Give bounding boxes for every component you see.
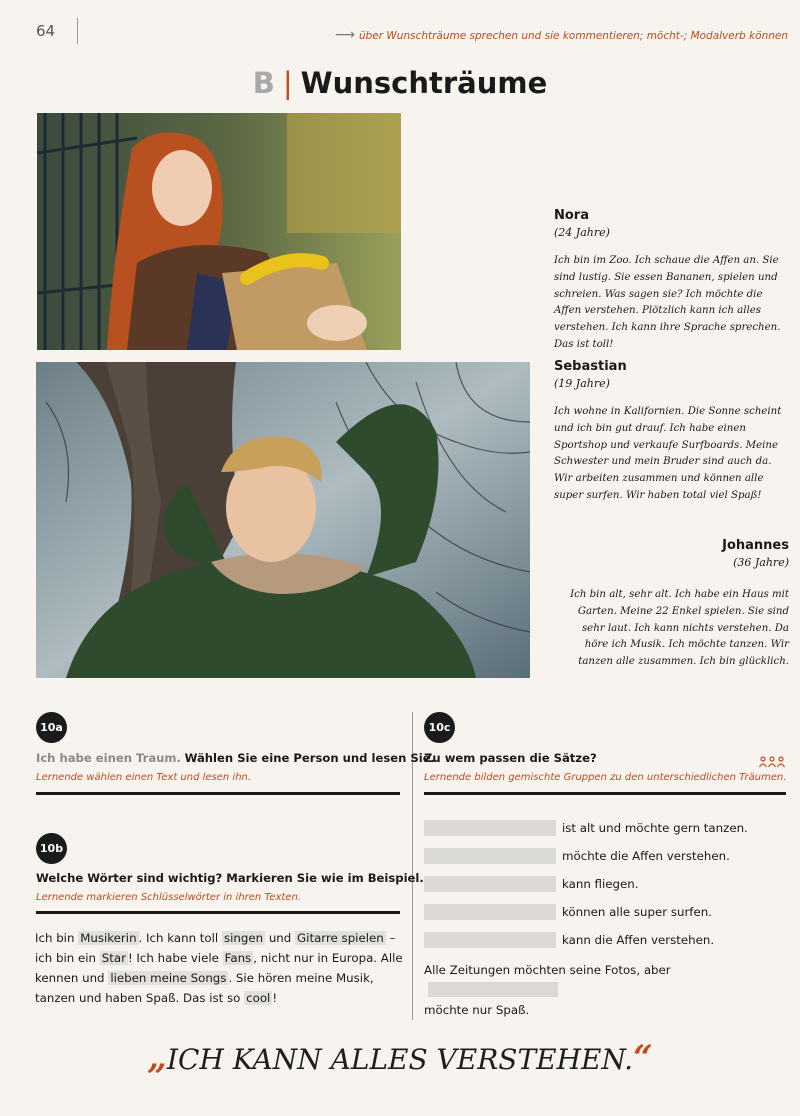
- person-age: (24 Jahre): [554, 226, 610, 239]
- person-age: (36 Jahre): [733, 556, 789, 569]
- photo-nora: [37, 113, 401, 350]
- keyword-highlight: lieben meine Songs: [110, 971, 227, 985]
- example-text-part: !: [272, 991, 278, 1005]
- task-badge-10c: 10c: [424, 712, 455, 743]
- match-sentence: kann die Affen verstehen.: [562, 933, 715, 947]
- name-blank-field[interactable]: [428, 982, 558, 997]
- page-number: 64: [36, 22, 56, 40]
- person-name: Johannes: [722, 538, 789, 553]
- keyword-highlight: Star: [101, 951, 126, 965]
- keyword-highlight: Fans: [224, 951, 252, 965]
- person-johannes: [560, 538, 789, 671]
- arrow-right-icon: ⟶: [334, 27, 355, 43]
- keyword-highlight: singen: [223, 931, 264, 945]
- match-row: [424, 932, 764, 948]
- person-nora: [554, 208, 786, 354]
- quote-text: ICH KANN ALLES VERSTEHEN.: [166, 1043, 634, 1076]
- match-row: [424, 848, 764, 864]
- photo-sebastian-image: [36, 362, 530, 678]
- person-age: (19 Jahre): [554, 377, 610, 390]
- section-title: [0, 66, 800, 100]
- match-sentence: ist alt und möchte gern tanzen.: [562, 821, 748, 835]
- match-row: [424, 876, 764, 892]
- match-sentence: möchte die Affen verstehen.: [562, 849, 730, 863]
- quote-open-mark: „: [147, 1038, 167, 1078]
- match-sentence: kann fliegen.: [562, 877, 639, 891]
- person-text: Ich bin im Zoo. Ich schaue die Affen an. Sie sind lustig. Sie essen Bananen, spielen und schreien. Was sagen sie? Ich möchte die Affen verstehen. Plötzlich kann ich alles verstehen. Ich kann ihre Sprache sprechen. Das ist toll!: [554, 255, 781, 350]
- match-sentence: können alle super surfen.: [562, 905, 712, 919]
- photo-sebastian: [36, 362, 530, 678]
- group-people-icon-svg: [759, 756, 785, 768]
- example-text-part: und: [265, 931, 296, 945]
- name-blank-field[interactable]: [424, 904, 556, 920]
- keyword-highlight: Musikerin: [80, 931, 137, 945]
- task-note-10a: Lernende wählen einen Text und lesen ihn.: [36, 772, 252, 783]
- task-rule-10c: [424, 792, 786, 795]
- name-blank-field[interactable]: [424, 876, 556, 892]
- name-blank-field[interactable]: [424, 932, 556, 948]
- example-text-part: – ich bin ein: [35, 931, 396, 965]
- header-topic-text: über Wunschträume sprechen und sie kommentieren; möcht-; Modalverb können: [358, 30, 788, 42]
- header-divider: [77, 18, 78, 44]
- last-sentence-part2: möchte nur Spaß.: [424, 1003, 530, 1017]
- last-sentence-part1: Alle Zeitungen möchten seine Fotos, aber: [424, 963, 671, 977]
- match-row: [424, 820, 764, 836]
- example-text-part: . Sie hören meine Musik, tanzen und haben Spaß. Das ist so: [35, 971, 374, 1005]
- photo-nora-image: [37, 113, 401, 350]
- person-name: Sebastian: [554, 359, 627, 374]
- name-blank-field[interactable]: [424, 848, 556, 864]
- pull-quote: [0, 1038, 800, 1078]
- example-text: [35, 928, 405, 1008]
- person-name: Nora: [554, 208, 589, 223]
- task-title-10a: [36, 751, 435, 765]
- task-title-10b: [36, 871, 424, 885]
- person-sebastian: [554, 359, 790, 505]
- example-text-part: ! Ich habe viele: [127, 951, 223, 965]
- person-text: Ich bin alt, sehr alt. Ich habe ein Haus mit Garten. Meine 22 Enkel spielen. Sie sind sehr laut. Ich kann nichts verstehen. Da höre ich Musik. Ich möchte tanzen. Wir tanzen alle zusammen. Ich bin glücklich.: [570, 589, 789, 668]
- task-note-10c: Lernende bilden gemischte Gruppen zu den unterschiedlichen Träumen.: [424, 772, 787, 783]
- example-text-part: , nicht nur in Europa. Alle kennen und: [35, 951, 403, 985]
- task-title-10c-text: Zu wem passen die Sätze?: [424, 751, 597, 765]
- task-badge-10a: 10a: [36, 712, 67, 743]
- name-blank-field[interactable]: [424, 820, 556, 836]
- header-topic: [335, 27, 788, 43]
- task-badge-10b: 10b: [36, 833, 67, 864]
- task-title-10a-black: Wählen Sie eine Person und lesen Sie.: [184, 751, 435, 765]
- quote-close-mark: “: [633, 1038, 653, 1078]
- keyword-highlight: Gitarre spielen: [297, 931, 384, 945]
- section-separator: |: [282, 66, 293, 100]
- task-title-10c: [424, 751, 597, 765]
- person-text: Ich wohne in Kalifornien. Die Sonne scheint und ich bin gut drauf. Ich habe einen Sportshop und verkaufe Surfboards. Meine Schwester und mein Bruder sind auch da. Wir arbeiten zusammen und können alle super surfen. Wir haben total viel Spaß!: [554, 406, 782, 501]
- task-rule-10a: [36, 792, 400, 795]
- task-rule-10b: [36, 911, 400, 914]
- group-people-icon: [759, 753, 785, 772]
- match-row: [424, 904, 764, 920]
- task-note-10b: Lernende markieren Schlüsselwörter in ihren Texten.: [36, 892, 301, 903]
- task-title-10a-gray: Ich habe einen Traum.: [36, 751, 181, 765]
- example-text-part: Ich bin: [35, 931, 79, 945]
- keyword-highlight: cool: [246, 991, 271, 1005]
- section-name: Wunschträume: [300, 66, 548, 100]
- task-title-10b-text: Welche Wörter sind wichtig? Markieren Sie wie im Beispiel.: [36, 871, 424, 885]
- section-letter: B: [252, 66, 275, 100]
- example-text-part: . Ich kann toll: [138, 931, 222, 945]
- match-sentence-last: [424, 960, 794, 1020]
